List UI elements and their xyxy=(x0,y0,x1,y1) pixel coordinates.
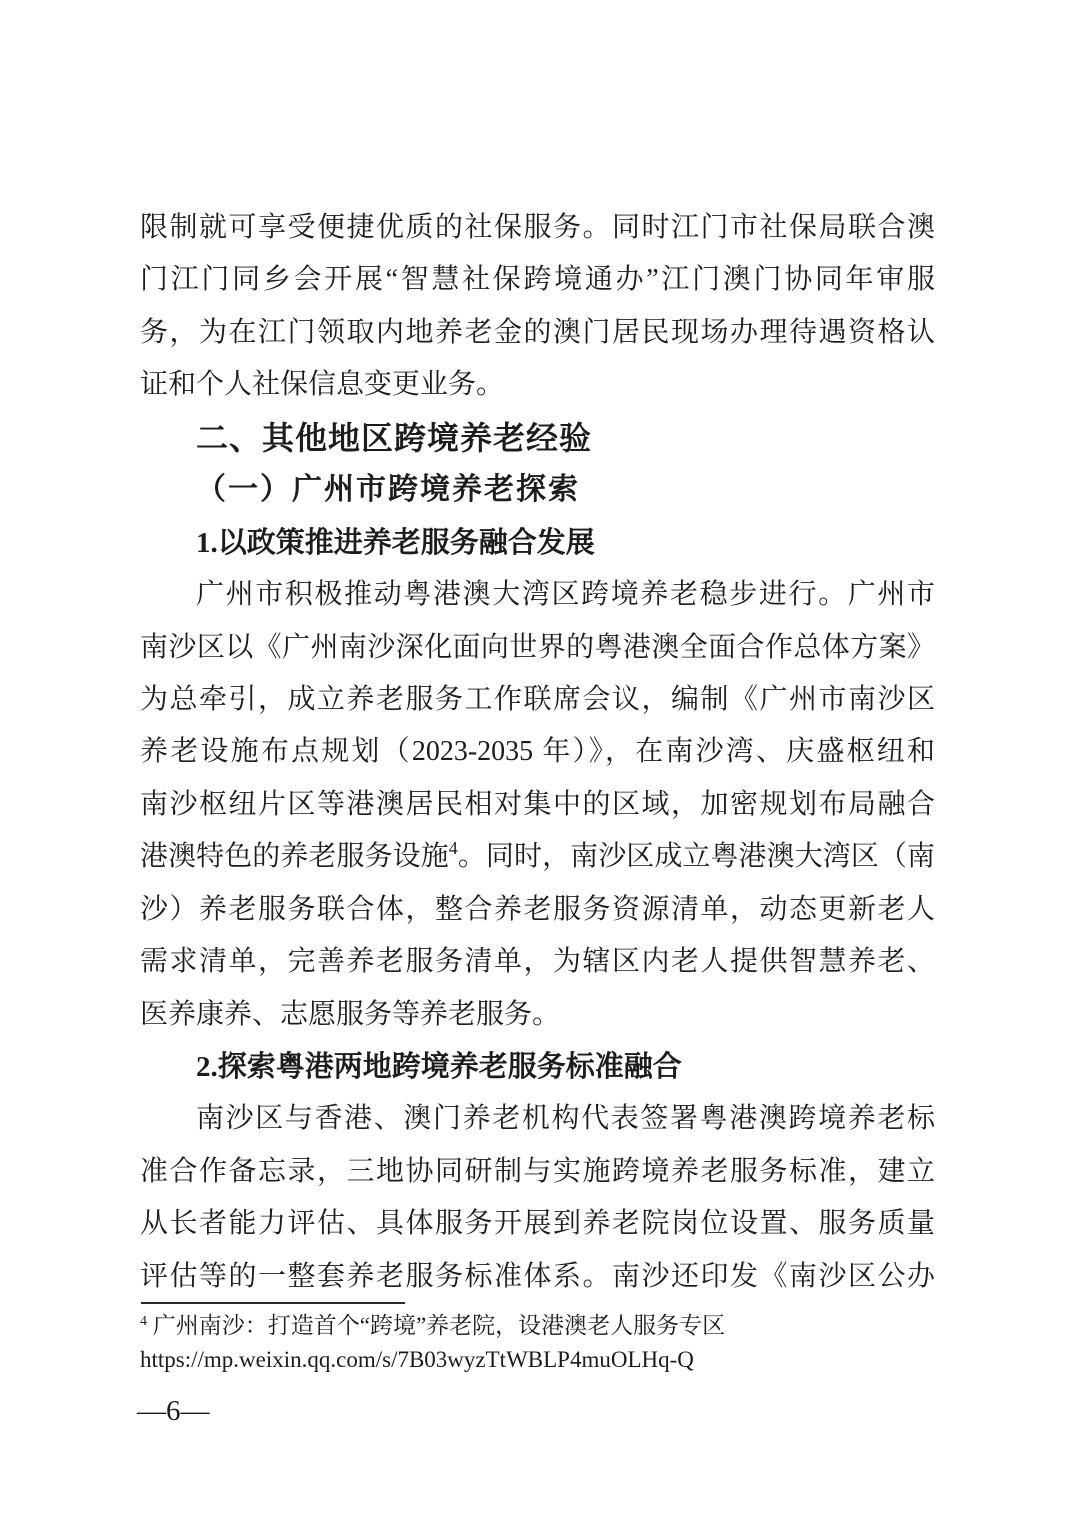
paragraph-line: 为总牵引，成立养老服务工作联席会议，编制《广州市南沙区 xyxy=(140,683,935,715)
paragraph-line: 南沙区以《广州南沙深化面向世界的粤港澳全面合作总体方案》 xyxy=(140,631,935,663)
footnote-text: 广州南沙：打造首个“跨境”养老院，设港澳老人服务专区 xyxy=(152,1313,726,1338)
paragraph-line: 限制就可享受便捷优质的社保服务。同时江门市社保局联合澳 xyxy=(140,212,935,243)
footnote-url: https://mp.weixin.qq.com/s/7B03wyzTtWBLP4muOLHq-Q xyxy=(140,1346,694,1372)
paragraph-line: 南沙枢纽片区等港澳居民相对集中的区域，加密规划布局融合 xyxy=(140,788,935,820)
footnote-text-line xyxy=(140,1309,940,1343)
paragraph-line: 门江门同乡会开展“智慧社保跨境通办”江门澳门协同年审服 xyxy=(140,264,935,296)
footnote-marker: 4 xyxy=(140,1314,147,1329)
page-body xyxy=(140,202,935,1303)
page-number: —6— xyxy=(137,1395,210,1427)
subsection-heading: （一）广州市跨境养老探索 xyxy=(196,473,580,507)
footnote-separator xyxy=(141,1302,405,1304)
paragraph-line: 准合作备忘录，三地协同研制与实施跨境养老服务标准，建立 xyxy=(140,1155,935,1187)
paragraph-line: 沙）养老服务联合体，整合养老服务资源清单，动态更新老人 xyxy=(140,893,935,925)
footnote xyxy=(140,1309,940,1376)
paragraph-line: 需求清单，完善养老服务清单，为辖区内老人提供智慧养老、 xyxy=(140,946,935,978)
paragraph-text: 港澳特色的养老服务设施 xyxy=(140,841,449,873)
paragraph-line: 广州市积极推动粤港澳大湾区跨境养老稳步进行。广州市 xyxy=(196,579,935,611)
paragraph-line: 评估等的一整套养老服务标准体系。南沙还印发《南沙区公办 xyxy=(140,1260,935,1292)
paragraph-line xyxy=(140,831,935,883)
point-heading-2: 2.探索粤港两地跨境养老服务标准融合 xyxy=(196,1051,682,1083)
section-heading: 二、其他地区跨境养老经验 xyxy=(196,419,593,456)
paragraph-line: 务，为在江门领取内地养老金的澳门居民现场办理待遇资格认 xyxy=(140,316,935,348)
footnote-reference-4: 4 xyxy=(448,838,458,859)
paragraph-line: 医养康养、志愿服务等养老服务。 xyxy=(140,998,561,1030)
point-heading-1: 1.以政策推进养老服务融合发展 xyxy=(196,526,595,559)
paragraph-line: 从长者能力评估、具体服务开展到养老院岗位设置、服务质量 xyxy=(140,1208,935,1240)
paragraph-line: 证和个人社保信息变更业务。 xyxy=(140,369,505,401)
paragraph-line: 养老设施布点规划（2023-2035 年）》，在南沙湾、庆盛枢纽和 xyxy=(140,736,935,768)
paragraph-text: 。同时，南沙区成立粤港澳大湾区（南 xyxy=(457,841,935,873)
paragraph-line: 南沙区与香港、澳门养老机构代表签署粤港澳跨境养老标 xyxy=(196,1103,935,1135)
